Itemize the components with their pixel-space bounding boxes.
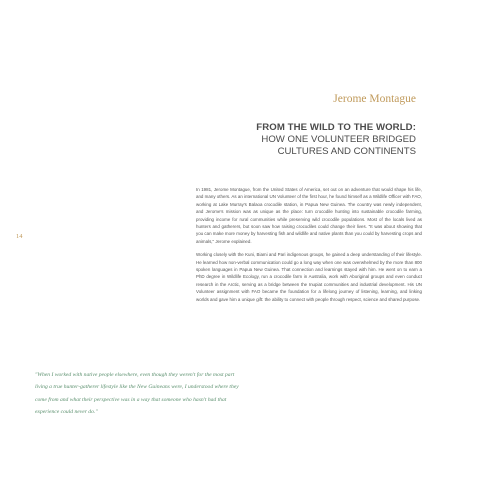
title-line-2: HOW ONE VOLUNTEER BRIDGED [261, 134, 416, 145]
article-title [156, 122, 416, 158]
body-paragraph-2: Working closely with the Kuni, Biami and Pari indigenous groups, he gained a deep understanding of their lifestyle. He learned how non-verbal communication could go a long way when one was overwhelmed by the more than 800 spoken languages in Papua New Guinea. That connection and learnings stayed with him. He went on to earn a PhD degree in Wildlife Ecology, run a crocodile farm in Australia, work with Aboriginal groups and even conduct research in the Arctic, serving as a bridge between the Inupiat communities and industrial development. His UN Volunteer assignment with FAO became the foundation for a lifelong journey of listening, learning, and linking worlds and gave him a unique gift: the ability to connect with people through respect, science and shared purpose. [196, 252, 422, 302]
title-line-3: CULTURES AND CONTINENTS [277, 146, 416, 157]
author-name: Jerome Montague [333, 93, 416, 105]
article-body [196, 186, 422, 309]
body-paragraph-1: In 1981, Jerome Montague, from the United States of America, set out on an adventure that would shape his life, and many others. As an international UN Volunteer of the first hour, he found himself as a Wildlife Officer with FAO, working at Lake Murray's Balaoa crocodile station, in Papua New Guinea. The country was newly independent, and Jerome's mission was as unique as the place: turn crocodile hunting into sustainable crocodile farming, providing income for rural communities while preserving wild crocodile populations. Most of the locals lived as hunters and gatherers, but soon saw how raising crocodiles could change their lives. "It was about showing that you can make more money by harvesting fish and wildlife and native plants than you could by harvesting crops and animals," Jerome explained. [196, 187, 422, 244]
page-number: 14 [16, 233, 23, 240]
pull-quote: "When I worked with native people elsewhere, even though they weren't for the most part living a true hunter-gatherer lifestyle like the New Guineans were, I understood where they come from and what their perspective was in a way that someone who hasn't had that experience could never do." [35, 372, 239, 415]
title-line-1: FROM THE WILD TO THE WORLD: [256, 122, 416, 133]
